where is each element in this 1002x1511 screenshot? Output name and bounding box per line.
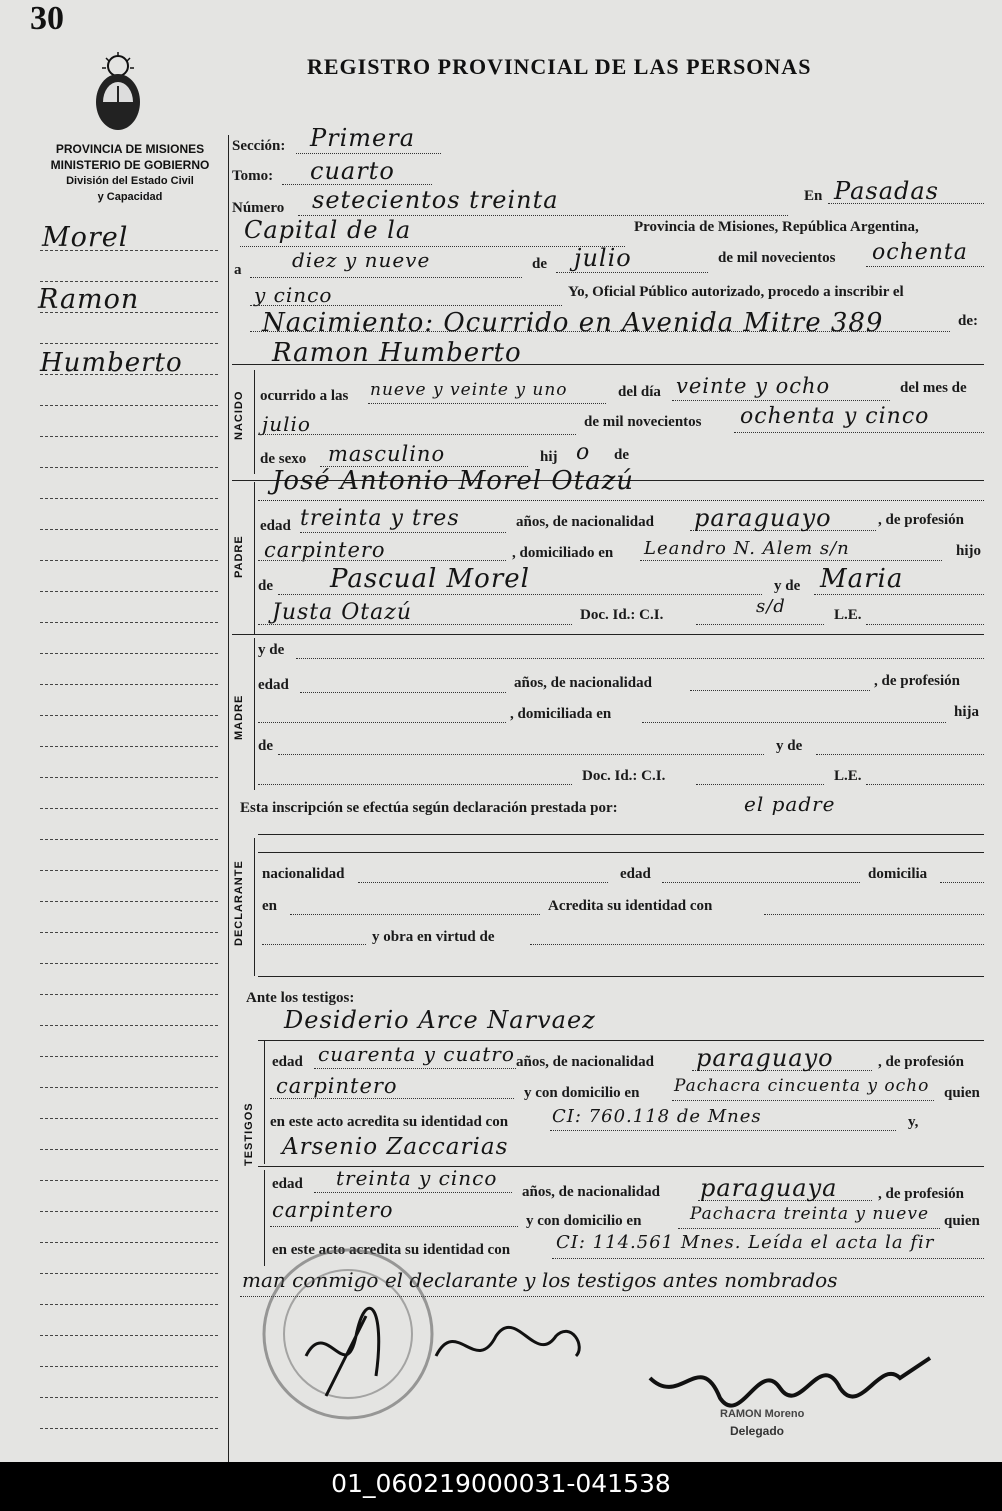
mil-novecientos-label: de mil novecientos xyxy=(584,414,702,430)
margin-rule-line xyxy=(40,281,218,282)
margin-rule-line xyxy=(40,1242,218,1243)
padre-le-label: L.E. xyxy=(834,607,862,623)
margin-name-second: Humberto xyxy=(40,348,183,378)
margin-rule-line xyxy=(40,808,218,809)
testigo1-prof-label: , de profesión xyxy=(878,1054,964,1070)
margin-name-first: Ramon xyxy=(38,284,140,315)
testigo2-quien: quien xyxy=(944,1213,980,1229)
tomo-value: cuarto xyxy=(310,157,395,185)
testigo2-prof: carpintero xyxy=(272,1198,394,1222)
tomo-label: Tomo: xyxy=(232,168,274,184)
margin-rule-line xyxy=(40,1211,218,1212)
abuelo-value: Pascual Morel xyxy=(330,564,530,594)
margin-rule-line xyxy=(40,746,218,747)
madre-prof-label: , de profesión xyxy=(874,673,960,689)
margin-rule-line xyxy=(40,1056,218,1057)
margin-rule-line xyxy=(40,994,218,995)
numero-value: setecientos treinta xyxy=(312,186,559,214)
madre-le-label: L.E. xyxy=(834,768,862,784)
declarante-side-label: DECLARANTE xyxy=(233,860,245,946)
numero-label: Número xyxy=(232,200,285,216)
margin-rule-line xyxy=(40,622,218,623)
authority-ministry: MINISTERIO DE GOBIERNO xyxy=(50,158,210,172)
padre-nac-label: años, de nacionalidad xyxy=(516,514,654,530)
authority-division: División del Estado Civil xyxy=(66,175,194,187)
fecha-dia-value: diez y nueve xyxy=(292,248,431,272)
sexo-value: masculino xyxy=(328,442,446,466)
margin-rule-line xyxy=(40,1087,218,1088)
fecha-a-label: a xyxy=(234,262,242,278)
testigo1-acredita: CI: 760.118 de Mnes xyxy=(552,1106,762,1127)
mes-value: julio xyxy=(262,412,311,436)
margin-rule-line xyxy=(40,684,218,685)
testigo2-acredita-label: en este acto acredita su identidad con xyxy=(272,1242,511,1258)
testigo1-nac-label: años, de nacionalidad xyxy=(516,1054,654,1070)
provincia-text: Provincia de Misiones, República Argentina, xyxy=(634,219,919,235)
margin-rule-line xyxy=(40,932,218,933)
margin-rule-line xyxy=(40,1428,218,1429)
en-label: En xyxy=(804,188,823,204)
inscribir-value: Nacimiento: Ocurrido en Avenida Mitre 389 xyxy=(262,308,884,338)
declarante-edad-label: edad xyxy=(620,866,651,882)
testigo1-prof: carpintero xyxy=(276,1074,398,1098)
oficial-text: Yo, Oficial Público autorizado, procedo a inscribir el xyxy=(568,284,904,300)
testigo1-y: y, xyxy=(908,1114,919,1130)
madre-nac-label: años, de nacionalidad xyxy=(514,675,652,691)
margin-rule-line xyxy=(40,1335,218,1336)
cierre-texto: man conmigo el declarante y los testigos antes nombrados xyxy=(242,1268,838,1292)
mes-de-label: del mes de xyxy=(900,380,967,396)
authority-province: PROVINCIA DE MISIONES xyxy=(55,142,205,156)
testigo2-nac: paraguaya xyxy=(700,1174,838,1202)
padre-de-label: de xyxy=(258,578,273,594)
padre-dom-value: Leandro N. Alem s/n xyxy=(644,538,850,559)
sexo-label: de sexo xyxy=(260,451,307,467)
testigo1-quien: quien xyxy=(944,1085,980,1101)
testigo1-nombre: Desiderio Arce Narvaez xyxy=(284,1006,596,1034)
margin-rule-line xyxy=(40,839,218,840)
testigo1-edad: cuarenta y cuatro xyxy=(318,1042,515,1066)
declaracion-value: el padre xyxy=(744,792,836,816)
madre-yde-label: y de xyxy=(258,642,285,658)
padre-side-label: PADRE xyxy=(233,535,245,578)
fecha-de-label: de xyxy=(532,256,547,272)
padre-dom-label: , domiciliado en xyxy=(512,545,614,561)
testigo2-dom-label: y con domicilio en xyxy=(526,1213,642,1229)
padre-edad-value: treinta y tres xyxy=(300,506,460,531)
testigo2-acredita: CI: 114.561 Mnes. Leída el acta la fir xyxy=(556,1232,935,1253)
margin-rule-line xyxy=(40,436,218,437)
stamp-nombre: RAMON Moreno xyxy=(720,1408,805,1420)
main-title: REGISTRO PROVINCIAL DE LAS PERSONAS xyxy=(307,54,812,79)
padre-prof-label: , de profesión xyxy=(878,512,964,528)
padre-nombre-value: José Antonio Morel Otazú xyxy=(272,466,635,496)
padre-prof-value: carpintero xyxy=(264,538,386,562)
coat-of-arms-emblem xyxy=(88,50,148,138)
margin-rule-line xyxy=(40,901,218,902)
padre-yde-label: y de xyxy=(774,578,801,594)
fecha-mes-value: julio xyxy=(574,244,632,272)
dia-value: veinte y ocho xyxy=(676,374,831,398)
testigo1-acredita-label: en este acto acredita su identidad con xyxy=(270,1114,509,1130)
madre-doc-label: Doc. Id.: C.I. xyxy=(582,768,666,784)
padre-edad-label: edad xyxy=(260,518,291,534)
fecha-anio-value: ochenta xyxy=(872,240,968,265)
margin-rule-line xyxy=(40,498,218,499)
margin-rule-line xyxy=(40,777,218,778)
margin-name-surname: Morel xyxy=(42,222,129,253)
hij-value: o xyxy=(576,440,591,465)
testigo1-dom: Pachacra cincuenta y ocho xyxy=(674,1076,930,1096)
margin-rule-line xyxy=(40,963,218,964)
margin-rule-line xyxy=(40,1397,218,1398)
margin-rule-line xyxy=(40,870,218,871)
page-number: 30 xyxy=(30,0,64,37)
margin-rule-line xyxy=(40,467,218,468)
declaracion-text: Esta inscripción se efectúa según declaración prestada por: xyxy=(240,800,618,816)
abuela-value-cont: Justa Otazú xyxy=(272,600,412,625)
hij-de-label: de xyxy=(614,447,629,463)
testigo1-nac: paraguayo xyxy=(696,1044,834,1072)
margin-rule-line xyxy=(40,1366,218,1367)
fecha-mil-label: de mil novecientos xyxy=(718,250,836,266)
margin-rule-line xyxy=(40,591,218,592)
madre-edad-label: edad xyxy=(258,677,289,693)
margin-rule-line xyxy=(40,1025,218,1026)
madre-yde2-label: y de xyxy=(776,738,803,754)
margin-rule-line xyxy=(40,1273,218,1274)
hij-label: hij xyxy=(540,449,558,465)
signature-left xyxy=(286,1296,596,1406)
abuela-value: Maria xyxy=(820,564,904,594)
seccion-value: Primera xyxy=(310,124,416,152)
stamp-delegado: Delegado xyxy=(730,1424,785,1438)
ocurrido-hora-value: nueve y veinte y uno xyxy=(370,380,568,400)
declarante-acredita-label: Acredita su identidad con xyxy=(548,898,713,914)
ocurrido-label: ocurrido a las xyxy=(260,388,349,404)
testigo2-edad: treinta y cinco xyxy=(336,1166,498,1190)
madre-dom-label: , domiciliada en xyxy=(510,706,612,722)
declarante-en-label: en xyxy=(262,898,277,914)
authority-capacity: y Capacidad xyxy=(97,191,163,203)
testigo2-prof-label: , de profesión xyxy=(878,1186,964,1202)
testigo2-dom: Pachacra treinta y nueve xyxy=(690,1204,930,1224)
margin-rule-line xyxy=(40,343,218,344)
margin-rule-line xyxy=(40,1304,218,1305)
margin-rule-line xyxy=(40,653,218,654)
madre-side-label: MADRE xyxy=(233,694,245,740)
testigo1-dom-label: y con domicilio en xyxy=(524,1085,640,1101)
scan-identifier: 01_060219000031-041538 xyxy=(0,1462,1002,1511)
capital-value: Capital de la xyxy=(244,216,412,244)
declarante-nac-label: nacionalidad xyxy=(262,866,345,882)
margin-rule-line xyxy=(40,405,218,406)
padre-doc-value: s/d xyxy=(756,596,786,617)
margin-rule-line xyxy=(40,1149,218,1150)
madre-de-label: de xyxy=(258,738,273,754)
margin-separator xyxy=(228,135,229,1462)
inscribir-de-label: de: xyxy=(958,313,978,329)
issuing-authority xyxy=(30,141,230,205)
testigo1-edad-label: edad xyxy=(272,1054,303,1070)
seccion-label: Sección: xyxy=(232,138,286,154)
anio-value: ochenta y cinco xyxy=(740,404,930,429)
margin-rule-line xyxy=(40,1118,218,1119)
margin-rule-line xyxy=(40,529,218,530)
margin-rule-line xyxy=(40,715,218,716)
madre-hija-label: hija xyxy=(954,704,980,720)
padre-nac-value: paraguayo xyxy=(694,504,832,532)
fecha-anio-continuacion: y cinco xyxy=(254,283,333,307)
declarante-obra-label: y obra en virtud de xyxy=(372,929,495,945)
declarante-dom-label: domicilia xyxy=(868,866,928,882)
nacido-side-label: NACIDO xyxy=(233,390,245,440)
testigo2-nac-label: años, de nacionalidad xyxy=(522,1184,660,1200)
margin-rule-line xyxy=(40,560,218,561)
del-dia-label: del día xyxy=(618,384,661,400)
margin-rule-line xyxy=(40,1180,218,1181)
en-value: Pasadas xyxy=(834,177,939,205)
nacido-nombre-value: Ramon Humberto xyxy=(272,338,522,368)
testigo2-edad-label: edad xyxy=(272,1176,303,1192)
padre-doc-label: Doc. Id.: C.I. xyxy=(580,607,664,623)
ante-testigos-label: Ante los testigos: xyxy=(246,990,355,1006)
padre-hijo-label: hijo xyxy=(956,543,982,559)
testigo2-nombre: Arsenio Zaccarias xyxy=(282,1134,509,1160)
testigos-side-label: TESTIGOS xyxy=(243,1102,255,1166)
